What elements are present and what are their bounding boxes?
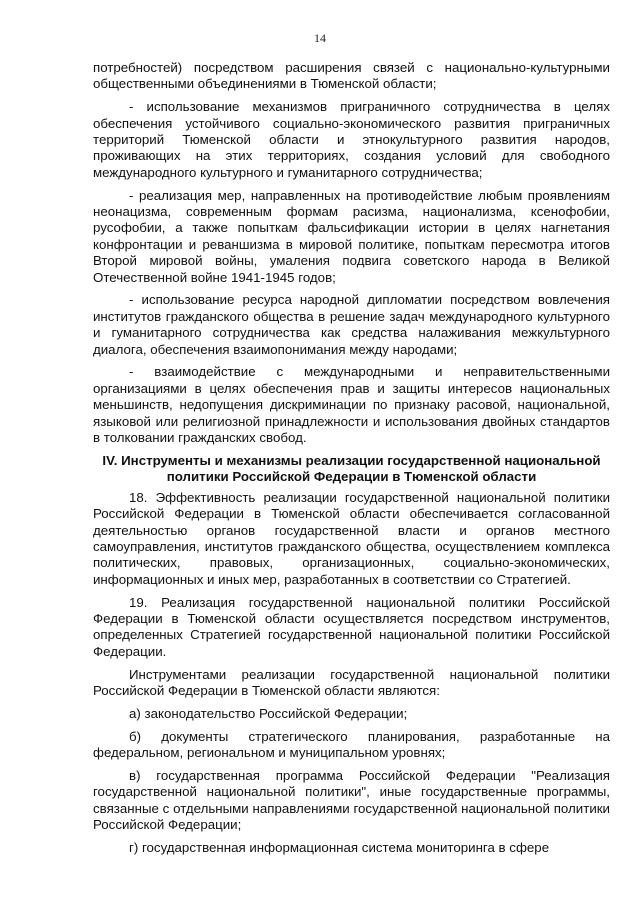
paragraph-bullet: - использование механизмов приграничного сотрудничества в целях обеспечения устойчивого социально-экономического развития приграничных территорий Тюменской области и этнокультурного развития народов, проживающих на этих территориях, создания условий для свободного международного культурного и гуманитарного сотрудничества; <box>93 99 610 180</box>
page-content <box>93 60 610 863</box>
paragraph-bullet: - реализация мер, направленных на противодействие любым проявлениям неонацизма, современным формам расизма, национализма, ксенофобии, русофобии, а также попыткам фальсификации истории в целях нагнетания конфронтации и реваншизма в мировой политике, попыткам пересмотра итогов Второй мировой войны, умаления подвига советского народа в Великой Отечественной войне 1941-1945 годов; <box>93 187 610 285</box>
page-number: 14 <box>314 31 326 45</box>
paragraph-bullet: - использование ресурса народной дипломатии посредством вовлечения институтов гражданского общества в решение задач международного культурного и гуманитарного сотрудничества как средства налаживания межкультурного диалога, обеспечения взаимопонимания между народами; <box>93 292 610 357</box>
list-item: б) документы стратегического планирования, разработанные на федеральном, региональном и муниципальном уровнях; <box>93 728 610 760</box>
paragraph-continuation: потребностей) посредством расширения связей с национально-культурными общественными объединениями в Тюменской области; <box>93 60 610 92</box>
list-item: в) государственная программа Российской Федерации "Реализация государственной национальной политики", иные государственные программы, связанные с отдельными направлениями государственной национальной политики Российской Федерации; <box>93 767 610 832</box>
list-item: а) законодательство Российской Федерации; <box>129 705 408 721</box>
paragraph-bullet: - взаимодействие с международными и неправительственными организациями в целях обеспечения прав и защиты интересов национальных меньшинств, недопущения дискриминации по признаку расовой, национальной, языковой или религиозной принадлежности и использования двойных стандартов в толковании гражданских свобод. <box>93 364 610 446</box>
paragraph-numbered: 18. Эффективность реализации государственной национальной политики Российской Федерации в Тюменской области обеспечивается согласованной деятельностью органов государственной власти и органов местного самоуправления, институтов гражданского общества, осуществлением комплекса политических, правовых, организационных, социально-экономических, информационных и иных мер, разработанных в соответствии со Стратегией. <box>93 489 610 587</box>
section-heading: IV. Инструменты и механизмы реализации государственной национальной политики Российской Федерации в Тюменской области <box>102 452 601 485</box>
paragraph-plain: Инструментами реализации государственной национальной политики Российской Федерации в Тюменской области являются: <box>93 666 610 698</box>
paragraph-numbered: 19. Реализация государственной национальной политики Российской Федерации в Тюменской области осуществляется посредством инструментов, определенных Стратегией государственной национальной политики Российской Федерации. <box>93 594 610 659</box>
list-item: г) государственная информационная система мониторинга в сфере <box>129 839 550 855</box>
